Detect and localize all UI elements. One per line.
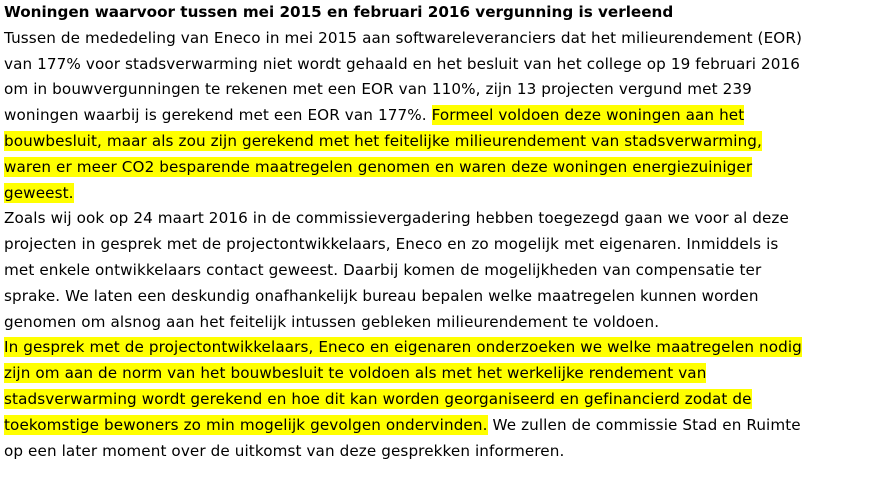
text-line: Tussen de mededeling van Eneco in mei 2015 aan softwareleveranciers dat het milieurendement (EOR) xyxy=(4,28,803,47)
highlighted-text: zijn om aan de norm van het bouwbesluit te voldoen als met het werkelijke rendement van xyxy=(4,364,707,383)
text-line: om in bouwvergunningen te rekenen met een EOR van 110%, zijn 13 projecten vergund met 239 xyxy=(4,80,752,99)
highlighted-text: toekomstige bewoners zo min mogelijk gevolgen ondervinden. xyxy=(4,415,488,434)
highlighted-text: stadsverwarming wordt gerekend en hoe dit kan worden georganiseerd en gefinancierd zodat de xyxy=(4,389,752,408)
text-line xyxy=(4,181,868,207)
text-line xyxy=(4,413,868,439)
text-line xyxy=(4,129,868,155)
highlighted-text: bouwbesluit, maar als zou zijn gerekend met het feitelijke milieurendement van stadsverwarming, xyxy=(4,131,762,150)
text-span: We zullen de commissie Stad en Ruimte xyxy=(492,415,801,434)
text-span: woningen waarbij is gerekend met een EOR van 177%. xyxy=(4,106,427,125)
text-line xyxy=(4,335,868,361)
paragraph-2 xyxy=(4,206,868,335)
text-line: op een later moment over de uitkomst van deze gesprekken informeren. xyxy=(4,441,565,460)
text-line xyxy=(4,103,868,129)
text-line xyxy=(4,387,868,413)
text-line: genomen om alsnog aan het feitelijk intussen gebleken milieurendement te voldoen. xyxy=(4,312,660,331)
highlighted-text: In gesprek met de projectontwikkelaars, Eneco en eigenaren onderzoeken we welke maatregelen nodig xyxy=(4,338,802,357)
text-line: sprake. We laten een deskundig onafhankelijk bureau bepalen welke maatregelen kunnen worden xyxy=(4,286,759,305)
section-title: Woningen waarvoor tussen mei 2015 en februari 2016 vergunning is verleend xyxy=(4,3,674,21)
document xyxy=(4,0,868,464)
text-line xyxy=(4,361,868,387)
text-line: Zoals wij ook op 24 maart 2016 in de commissievergadering hebben toegezegd gaan we voor al deze xyxy=(4,209,789,228)
highlighted-text: geweest. xyxy=(4,183,74,202)
text-line: met enkele ontwikkelaars contact geweest. Daarbij komen de mogelijkheden van compensatie ter xyxy=(4,260,762,279)
highlighted-text: Formeel voldoen deze woningen aan het xyxy=(431,106,745,125)
text-line: van 177% voor stadsverwarming niet wordt gehaald en het besluit van het college op 19 februari 2016 xyxy=(4,54,801,73)
paragraph-1 xyxy=(4,26,868,207)
highlighted-text: waren er meer CO2 besparende maatregelen genomen en waren deze woningen energiezuiniger xyxy=(4,157,753,176)
text-line: projecten in gesprek met de projectontwikkelaars, Eneco en zo mogelijk met eigenaren. Inmiddels is xyxy=(4,235,779,254)
paragraph-3 xyxy=(4,335,868,464)
text-line xyxy=(4,155,868,181)
